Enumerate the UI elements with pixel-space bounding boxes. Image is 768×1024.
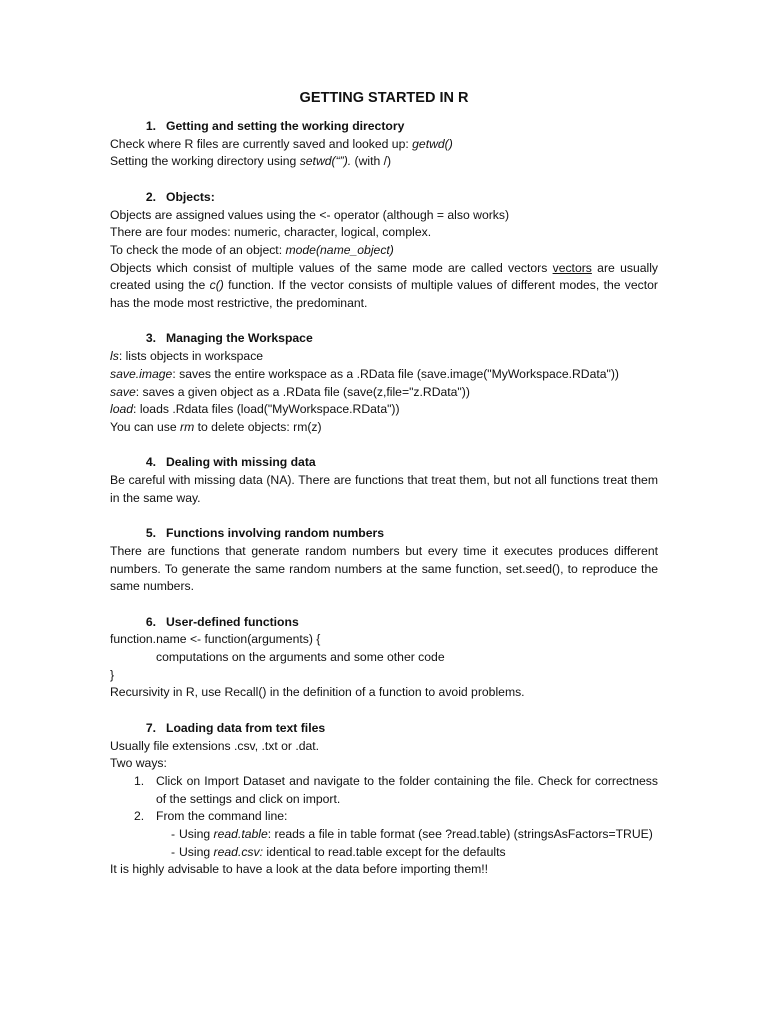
section-heading [110, 454, 658, 472]
code-line: function.name <- function(arguments) { [110, 632, 321, 647]
section-objects [110, 189, 658, 313]
section-number: 3. [145, 331, 156, 346]
text-line: Recursivity in R, use Recall() in the definition of a function to avoid problems. [110, 685, 525, 700]
document-body [110, 88, 658, 897]
text-line: Setting the working directory using setwd(“”). (with /) [110, 154, 392, 169]
text-line: Objects are assigned values using the <- operator (although = also works) [110, 207, 510, 222]
text-line: Check where R files are currently saved and looked up: getwd() [110, 136, 453, 151]
page-title: GETTING STARTED IN R [299, 90, 469, 106]
sub-list-item: - Using read.csv: identical to read.table except for the defaults [110, 844, 658, 862]
text-line: To check the mode of an object: mode(name_object) [110, 242, 394, 257]
section-random-numbers [110, 525, 658, 596]
text-line: There are four modes: numeric, character, logical, complex. [110, 225, 432, 240]
paragraph: There are functions that generate random numbers but every time it executes produces different numbers. To generate the same random numbers at the same function, set.seed(), to reproduce the same numbers. [110, 543, 658, 594]
section-title: User-defined functions [166, 614, 299, 629]
sub-list-item: - Using read.table: reads a file in table format (see ?read.table) (stringsAsFactors=TRUE) [110, 826, 658, 844]
text-line: It is highly advisable to have a look at the data before importing them!! [110, 862, 489, 877]
section-loading-data [110, 720, 658, 879]
section-title: Functions involving random numbers [166, 526, 385, 541]
paragraph: Objects which consist of multiple values of the same mode are called vectors vectors are usually created using the c() function. If the vector consists of multiple values of different modes, the vector has the mode most restrictive, the predominant. [110, 260, 659, 311]
text-line: save: saves a given object as a .RData file (save(z,file="z.RData")) [110, 384, 470, 399]
section-number: 1. [145, 119, 156, 133]
section-title: Loading data from text files [166, 720, 326, 735]
section-heading [110, 720, 658, 738]
section-title: Objects: [166, 189, 215, 204]
section-working-directory [110, 118, 658, 171]
section-user-functions [110, 614, 658, 703]
section-title: Getting and setting the working directory [166, 119, 405, 133]
section-heading [110, 614, 658, 632]
section-heading [110, 525, 658, 543]
section-title: Managing the Workspace [166, 331, 313, 346]
section-number: 6. [145, 614, 156, 629]
dash-bullet: - [171, 844, 176, 859]
code-line: computations on the arguments and some other code [156, 650, 445, 665]
text-line: save.image: saves the entire workspace as a .RData file (save.image("MyWorkspace.RData")) [110, 366, 619, 381]
list-number: 1. [134, 773, 145, 788]
list-item: 1. Click on Import Dataset and navigate to the folder containing the file. Check for correctness of the settings and click on import. [110, 773, 658, 808]
section-number: 2. [145, 189, 156, 204]
list-number: 2. [134, 809, 145, 824]
section-heading [110, 330, 658, 348]
section-heading [110, 118, 658, 136]
section-number: 7. [145, 720, 156, 735]
dash-bullet: - [171, 827, 176, 842]
code-line: } [110, 667, 115, 682]
section-number: 4. [145, 455, 156, 470]
text-line: Usually file extensions .csv, .txt or .dat. [110, 738, 320, 753]
text-line: You can use rm to delete objects: rm(z) [110, 419, 322, 434]
section-number: 5. [145, 526, 156, 541]
text-line: Two ways: [110, 756, 167, 771]
section-missing-data [110, 454, 658, 507]
section-heading [110, 189, 658, 207]
list-item: 2. From the command line: [110, 808, 658, 826]
section-workspace [110, 330, 658, 436]
text-line: load: loads .Rdata files (load("MyWorkspace.RData")) [110, 402, 400, 417]
section-title: Dealing with missing data [166, 455, 316, 470]
text-line: ls: lists objects in workspace [110, 349, 264, 364]
paragraph: Be careful with missing data (NA). There are functions that treat them, but not all functions treat them in the same way. [110, 473, 658, 505]
